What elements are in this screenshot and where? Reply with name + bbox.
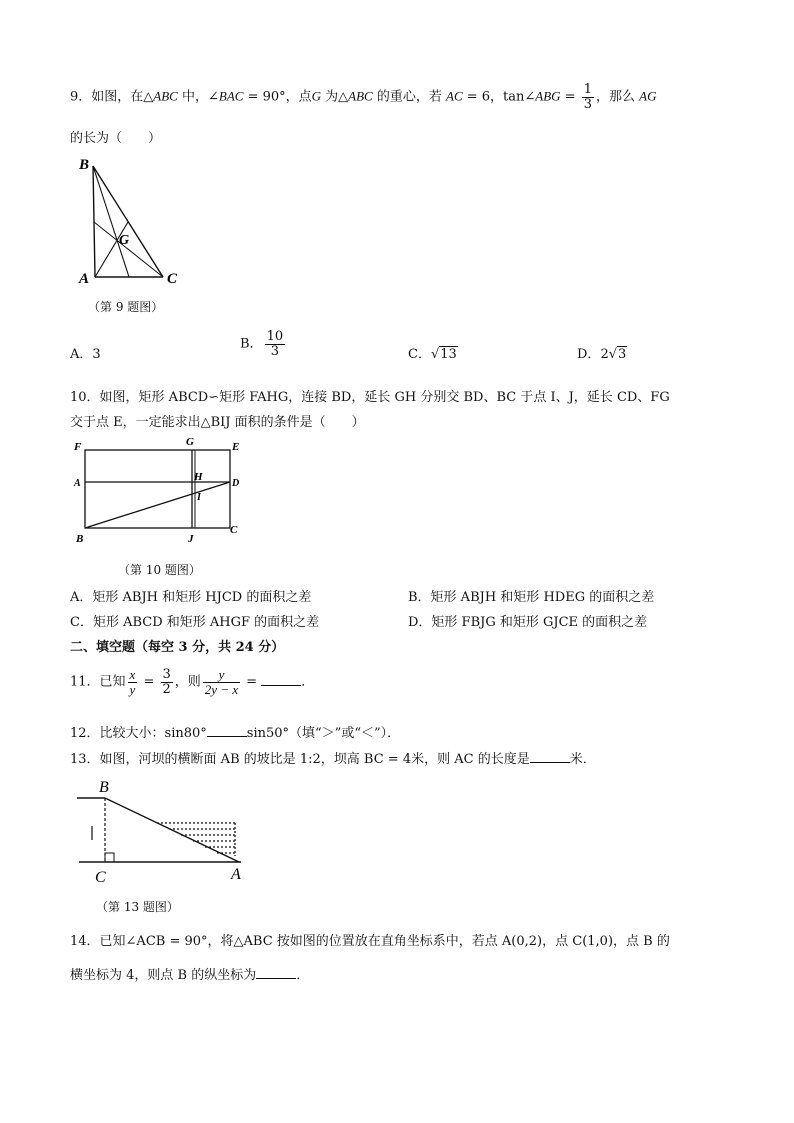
q10-label-j: J	[188, 533, 194, 544]
q9-median-b	[93, 166, 129, 277]
q9-line1: 9．如图，在△ABC 中，∠BAC = 90°，点G 为△ABC 的重心，若 AC = 6，tan∠ABG = $\frac{1}{3}$ ，那么 AG	[70, 82, 657, 112]
q13-label-c: C	[95, 869, 106, 886]
q13-right-angle	[105, 853, 114, 862]
q9-label-g: G	[119, 233, 130, 248]
q9-line2: 的长为（ ）	[70, 131, 162, 146]
q13-label-a: A	[231, 866, 241, 883]
q9-line-bc	[93, 166, 163, 277]
q10-label-f: F	[74, 441, 82, 453]
q10-label-d: D	[232, 478, 240, 489]
q10-label-h: H	[194, 471, 203, 483]
q9-option-a: A．3	[70, 347, 101, 362]
section-heading: 二、填空题（每空 3 分，共 24 分）	[70, 640, 285, 655]
q13-figure	[75, 776, 250, 891]
q14-line2: 横坐标为 4，则点 B 的纵坐标为 ．	[70, 968, 310, 983]
answer-blank[interactable]	[207, 724, 247, 737]
q10-line1: 10．如图，矩形 ABCD∽矩形 FAHG，连接 BD，延长 GH 分别交 BD、BC 于点 I、J，延长 CD、FG	[70, 390, 670, 405]
q9-median-a	[95, 222, 128, 277]
q10-line2: 交于点 E，一定能求出△BIJ 面积的条件是（ ）	[70, 415, 365, 430]
fraction-one-third: $\frac{1}{3}$	[583, 82, 593, 112]
q10-option-b: B．矩形 ABJH 和矩形 HDEG 的面积之差	[408, 590, 655, 605]
answer-blank[interactable]	[256, 966, 296, 979]
q9-median-c	[94, 222, 163, 277]
q10-option-d: D．矩形 FBJG 和矩形 GJCE 的面积之差	[408, 615, 648, 630]
q10-label-g: G	[186, 436, 194, 448]
q13-caption: （第 13 题图）	[96, 900, 179, 914]
q9-option-b: B． $\frac{10}{3}$	[240, 329, 284, 359]
q10-line-bd	[85, 482, 230, 528]
answer-blank[interactable]	[530, 750, 570, 763]
q13: 13．如图，河坝的横断面 AB 的坡比是 1:2，坝高 BC = 4米，则 AC 的长度是 米．	[70, 752, 596, 767]
q11: 11．已知 $\frac{x}{y}$ = $\frac{3}{2}$ ，则 $\frac{y}{2y - x}$ = ．	[70, 667, 315, 697]
q10-option-a: A．矩形 ABJH 和矩形 HJCD 的面积之差	[70, 590, 312, 605]
q10-label-c: C	[230, 524, 238, 536]
q10-figure	[70, 434, 250, 544]
q9-line-ab	[93, 166, 95, 277]
q9-label-c: C	[167, 271, 178, 287]
q10-label-b: B	[76, 533, 84, 544]
q10-label-e: E	[232, 441, 240, 453]
q9-label-b: B	[79, 157, 90, 173]
q9-label-a: A	[79, 271, 90, 287]
q10-caption: （第 10 题图）	[118, 563, 201, 577]
q9-caption: （第 9 题图）	[88, 300, 164, 314]
q9-option-d: D．2√3	[577, 347, 627, 362]
q12: 12．比较大小：sin80° sin50°（填“＞”或“＜”）．	[70, 726, 401, 741]
q10-label-a: A	[74, 478, 81, 489]
q10-label-i: I	[197, 492, 201, 503]
q10-option-c: C．矩形 ABCD 和矩形 AHGF 的面积之差	[70, 615, 320, 630]
q13-label-b: B	[99, 779, 109, 796]
q14-line1: 14．已知∠ACB = 90°，将△ABC 按如图的位置放在直角坐标系中，若点 A(0,2)，点 C(1,0)，点 B 的	[70, 934, 670, 949]
q9-option-c: C．√13	[408, 347, 457, 362]
q9-figure	[75, 152, 195, 287]
answer-blank[interactable]	[261, 673, 301, 686]
